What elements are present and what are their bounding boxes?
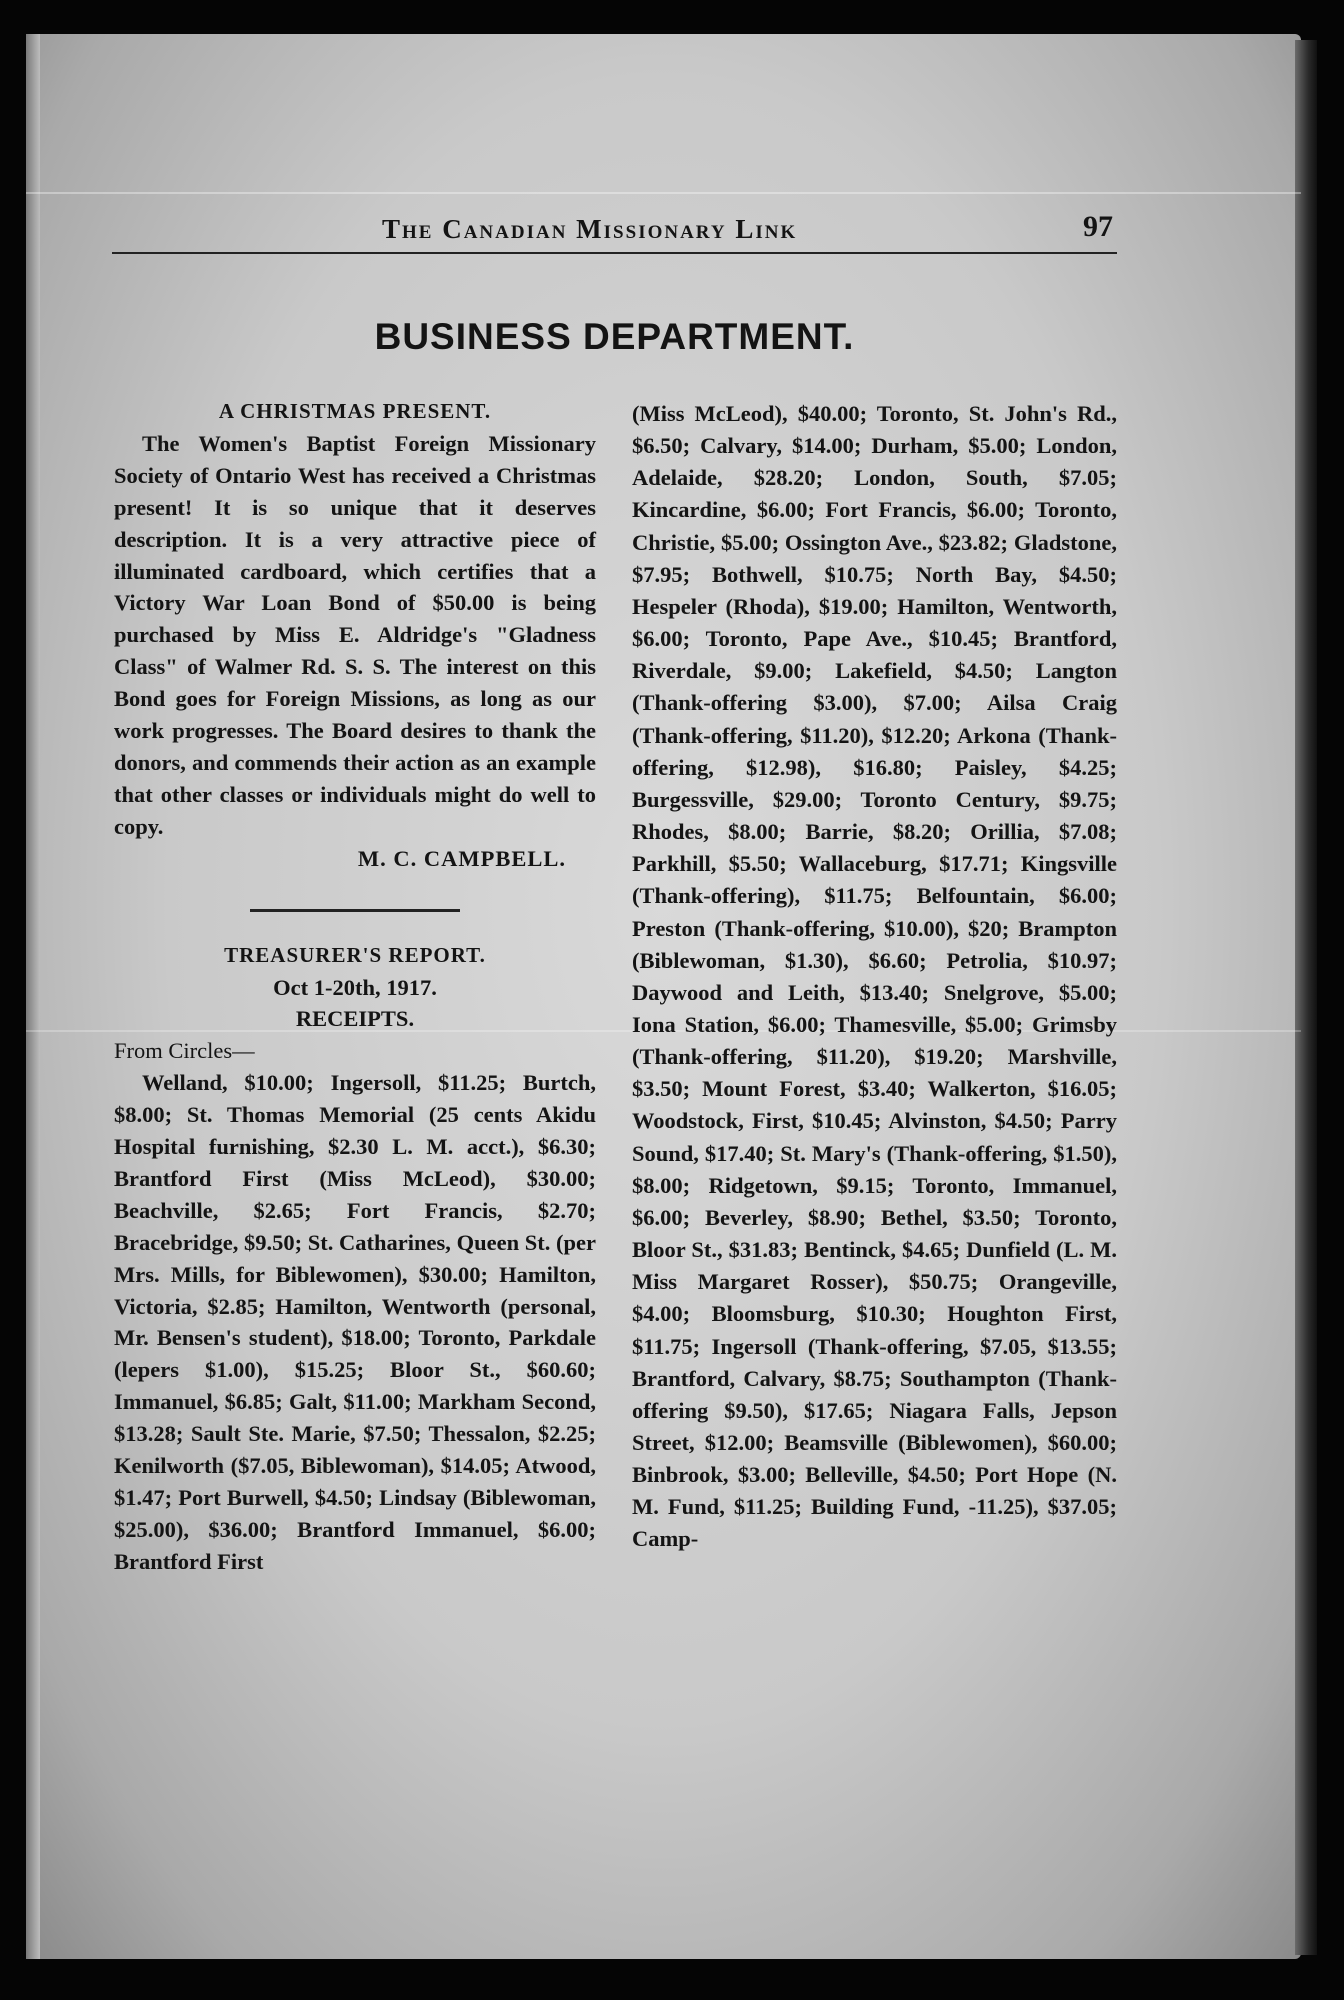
section-divider [250, 909, 460, 912]
book-edge [1295, 40, 1317, 1955]
christmas-body: The Women's Baptist Foreign Missionary Society of Ontario West has received a Christmas present! It is so unique that it deserves description. It is a very attractive piece of illuminated cardboard, which certifies that a Victory War Loan Bond of $50.00 is being purchased by Miss E. Aldridge's "Gladness Class" of Walmer Rd. S. S. The interest on this Bond goes for Foreign Missions, as long as our work progresses. The Board desires to thank the donors, and commends their action as an example that other classes or individuals might do well to copy. [114, 430, 596, 839]
left-column [114, 396, 596, 1578]
page-number: 97 [1083, 210, 1113, 243]
department-title: BUSINESS DEPARTMENT. [374, 316, 855, 357]
from-circles-label: From Circles— [114, 1038, 255, 1064]
report-date: Oct 1-20th, 1917. [273, 974, 437, 1000]
page-gutter [26, 34, 40, 1959]
receipts-list-right: (Miss McLeod), $40.00; Toronto, St. John's Rd., $6.50; Calvary, $14.00; Durham, $5.00; London, Adelaide, $28.20; London, South, $7.05; Kincardine, $6.00; Fort Francis, $6.00; Toronto, Christie, $5.00; Ossington Ave., $23.82; Gladstone, $7.95; Bothwell, $10.75; North Bay, $4.50; Hespeler (Rhoda), $19.00; Hamilton, Wentworth, $6.00; Toronto, Pape Ave., $10.45; Brantford, Riverdale, $9.00; Lakefield, $4.50; Langton (Thank-offering $3.00), $7.00; Ailsa Craig (Thank-offering, $11.20), $12.20; Arkona (Thank-offering, $12.98), $16.80; Paisley, $4.25; Burgessville, $29.00; Toronto Century, $9.75; Rhodes, $8.00; Barrie, $8.20; Orillia, $7.08; Parkhill, $5.50; Wallaceburg, $17.71; Kingsville (Thank-offering), $11.75; Belfountain, $6.00; Preston (Thank-offering, $10.00), $20; Brampton (Biblewoman, $1.30), $6.60; Petrolia, $10.97; Daywood and Leith, $13.40; Snelgrove, $5.00; Iona Station, $6.00; Thamesville, $5.00; Grimsby (Thank-offering, $11.20), $19.20; Marshville, $3.50; Mount Forest, $3.40; Walkerton, $16.05; Woodstock, First, $10.45; Alvinston, $4.50; Parry Sound, $17.40; St. Mary's (Thank-offering, $1.50), $8.00; Ridgetown, $9.15; Toronto, Immanuel, $6.00; Beverley, $8.90; Bethel, $3.50; Toronto, Bloor St., $31.83; Bentinck, $4.65; Dunfield (L. M. Miss Margaret Rosser), $50.75; Orangeville, $4.00; Bloomsburg, $10.30; Houghton First, $11.75; Ingersoll (Thank-offering, $7.05, $13.55; Brantford, Calvary, $8.75; Southampton (Thank-offering $9.50), $17.65; Niagara Falls, Jepson Street, $12.00; Beamsville (Biblewomen), $60.00; Binbrook, $3.00; Belleville, $4.50; Port Hope (N. M. Fund, $11.25; Building Fund, -11.25), $37.05; Camp- [632, 401, 1117, 1552]
signature: M. C. CAMPBELL. [357, 845, 566, 871]
receipts-list-left: Welland, $10.00; Ingersoll, $11.25; Burtch, $8.00; St. Thomas Memorial (25 cents Akidu Hospital furnishing, $2.30 L. M. acct.), $6.30; Brantford First (Miss McLeod), $30.00; Beachville, $2.65; Fort Francis, $2.70; Bracebridge, $9.50; St. Catharines, Queen St. (per Mrs. Mills, for Biblewomen), $30.00; Hamilton, Victoria, $2.85; Hamilton, Wentworth (personal, Mr. Bensen's student), $18.00; Toronto, Parkdale (lepers $1.00), $15.25; Bloor St., $60.60; Immanuel, $6.85; Galt, $11.00; Markham Second, $13.28; Sault Ste. Marie, $7.50; Thessalon, $2.25; Kenilworth ($7.05, Biblewoman), $14.05; Atwood, $1.47; Port Burwell, $4.50; Lindsay (Biblewoman, $25.00), $36.00; Brantford Immanuel, $6.00; Brantford First [114, 1070, 596, 1574]
treasurer-heading: TREASURER'S REPORT. [224, 942, 486, 967]
receipts-label: RECEIPTS. [295, 1006, 415, 1032]
journal-title: The Canadian Missionary Link [382, 214, 798, 244]
running-header [112, 206, 1117, 254]
right-column [632, 398, 1117, 1556]
scan-fold-line [26, 192, 1301, 194]
christmas-heading: A CHRISTMAS PRESENT. [218, 399, 492, 423]
